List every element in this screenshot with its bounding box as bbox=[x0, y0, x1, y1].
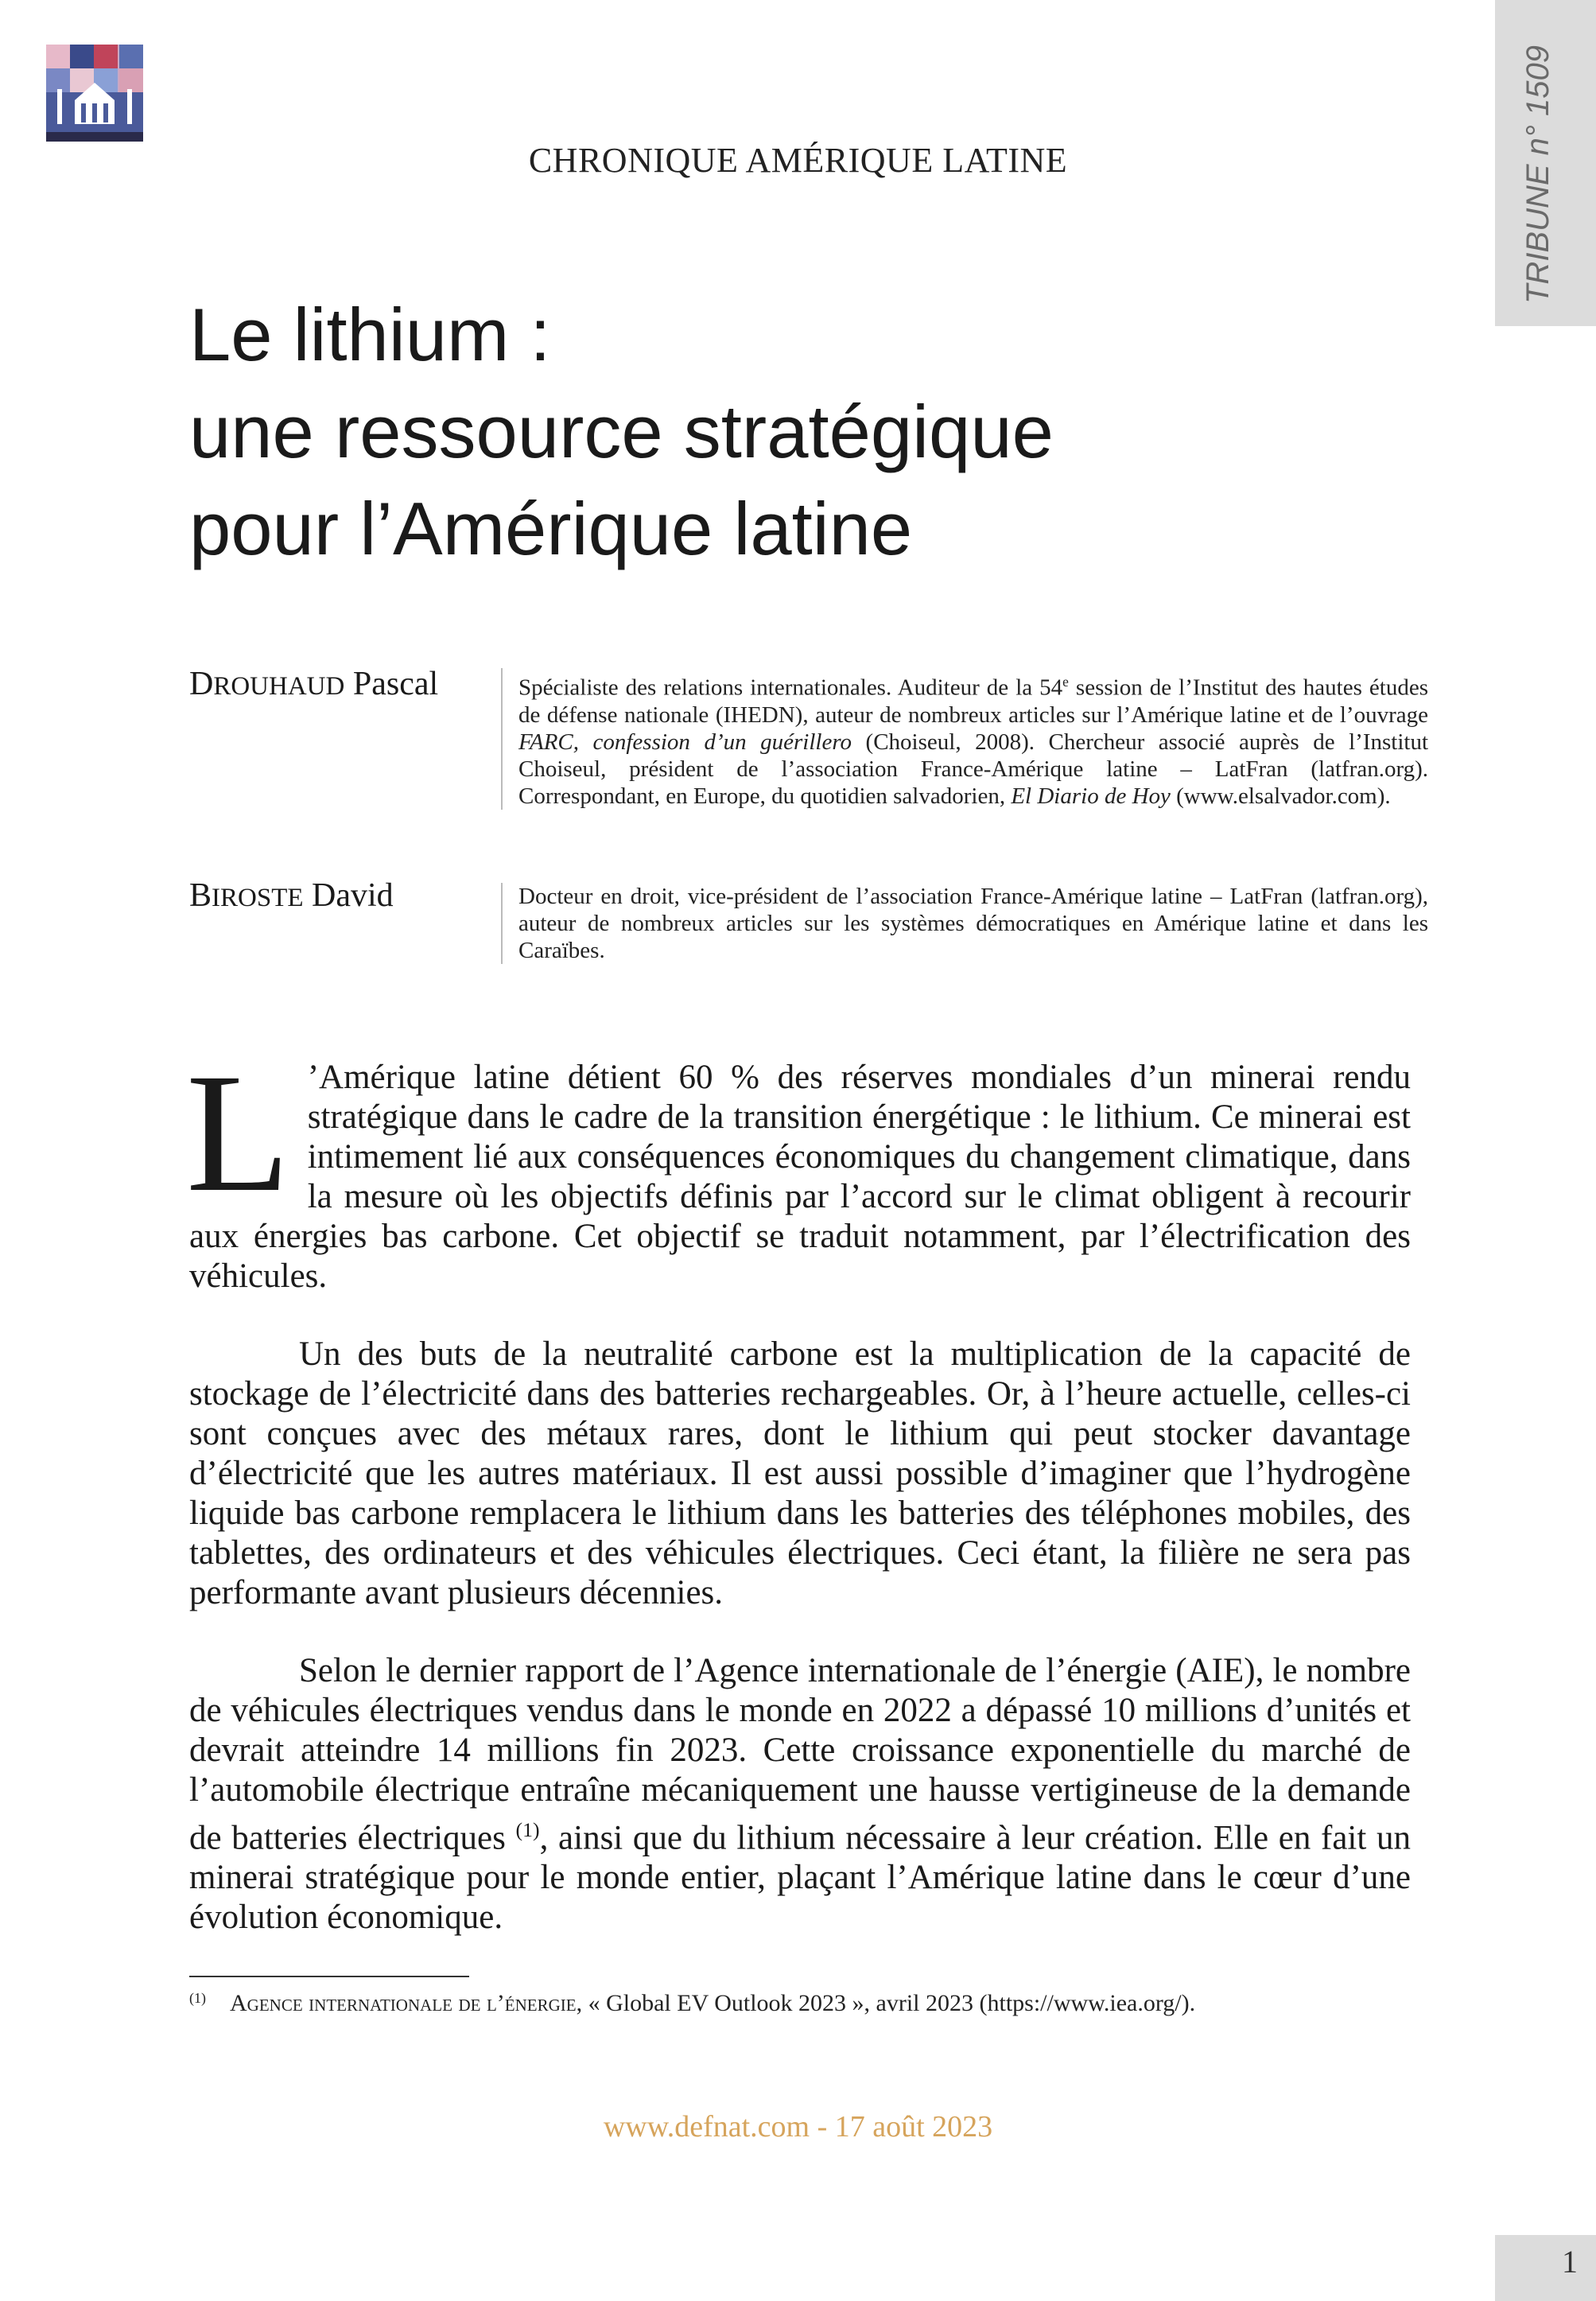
title-line-3: pour l’Amérique latine bbox=[189, 487, 913, 570]
building-logo-icon bbox=[46, 45, 143, 142]
author-name-1: DROUHAUD Pascal bbox=[189, 666, 439, 702]
page-number: 1 bbox=[1562, 2244, 1578, 2280]
author-bio-2: Docteur en droit, vice-président de l’association France-Amérique latine – LatFran (latfran.org), auteur de nombreux articles sur les systèmes démocratiques en Amérique latine et dans les Caraïbes. bbox=[501, 883, 1428, 964]
title-line-2: une ressource stratégique bbox=[189, 390, 1054, 473]
paragraph-1: L ’Amérique latine détient 60 % des réserves mondiales d’un minerai rendu stratégique dans le cadre de la transition énergétique : le lithium. Ce minerai est intimement lié aux conséquences économiques du changement climatique, dans la mesure où les objectifs définis par l’accord sur le climat obligent à recourir aux énergies bas carbone. Cet objectif se traduit notamment, par l’électrification des véhicules. bbox=[186, 1039, 1411, 1295]
author-name-2: BIROSTE David bbox=[189, 877, 394, 914]
footer-url-date[interactable]: www.defnat.com - 17 août 2023 bbox=[603, 2110, 993, 2144]
paragraph-2: Un des buts de la neutralité carbone est la multiplication de la capacité de stockage de l’électricité dans des batteries rechargeables. Or, à l’heure actuelle, celles-ci sont conçues avec des métaux rares, dont le lithium qui peut stocker davantage d’électricité que les autres matériaux. Il est aussi possible d’imaginer que l’hydrogène liquide bas carbone remplacera le lithium dans les batteries des téléphones mobiles, des tablettes, des ordinateurs et des véhicules électriques. Ceci étant, la filière ne sera pas performante avant plusieurs décennies. bbox=[189, 1335, 1411, 1611]
drop-cap: L bbox=[186, 1039, 290, 1227]
footnote-ref[interactable]: (1) bbox=[515, 1818, 540, 1841]
title-line-1: Le lithium : bbox=[189, 293, 551, 376]
author-bio-1: Spécialiste des relations internationales. Auditeur de la 54e session de l’Institut des hautes études de défense nationale (IHEDN), auteur de nombreux articles sur l’Amérique latine et de l’ouvrage FARC, confession d’un guérillero (Choiseul, 2008). Chercheur associé auprès de l’Institut Choiseul, président de l’association France-Amérique latine – LatFran (latfran.org). Correspondant, en Europe, du quotidien salvadorien, El Diario de Hoy (www.elsalvador.com). bbox=[501, 668, 1428, 810]
article-title bbox=[189, 286, 1054, 577]
tribune-number: TRIBUNE n° 1509 bbox=[1520, 45, 1555, 304]
footnote-1: $^{(1)}$ Agence internationale de l’énergie, « Global EV Outlook 2023 », avril 2023 (https://www.iea.org/). bbox=[189, 1990, 1196, 2016]
footnote-divider bbox=[189, 1976, 469, 1977]
section-header: CHRONIQUE AMÉRIQUE LATINE bbox=[528, 141, 1068, 180]
paragraph-3: Selon le dernier rapport de l’Agence internationale de l’énergie (AIE), le nombre de véhicules électriques vendus dans le monde en 2022 a dépassé 10 millions d’unités et devrait atteindre 14 millions fin 2023. Cette croissance exponentielle du marché de l’automobile électrique entraîne mécaniquement une hausse vertigineuse de la demande de batteries électriques $^{(1)}$, ainsi que du lithium nécessaire à leur création. Elle en fait un minerai stratégique pour le monde entier, plaçant l’Amérique latine dans le cœur d’une évolution économique. bbox=[189, 1652, 1411, 1937]
